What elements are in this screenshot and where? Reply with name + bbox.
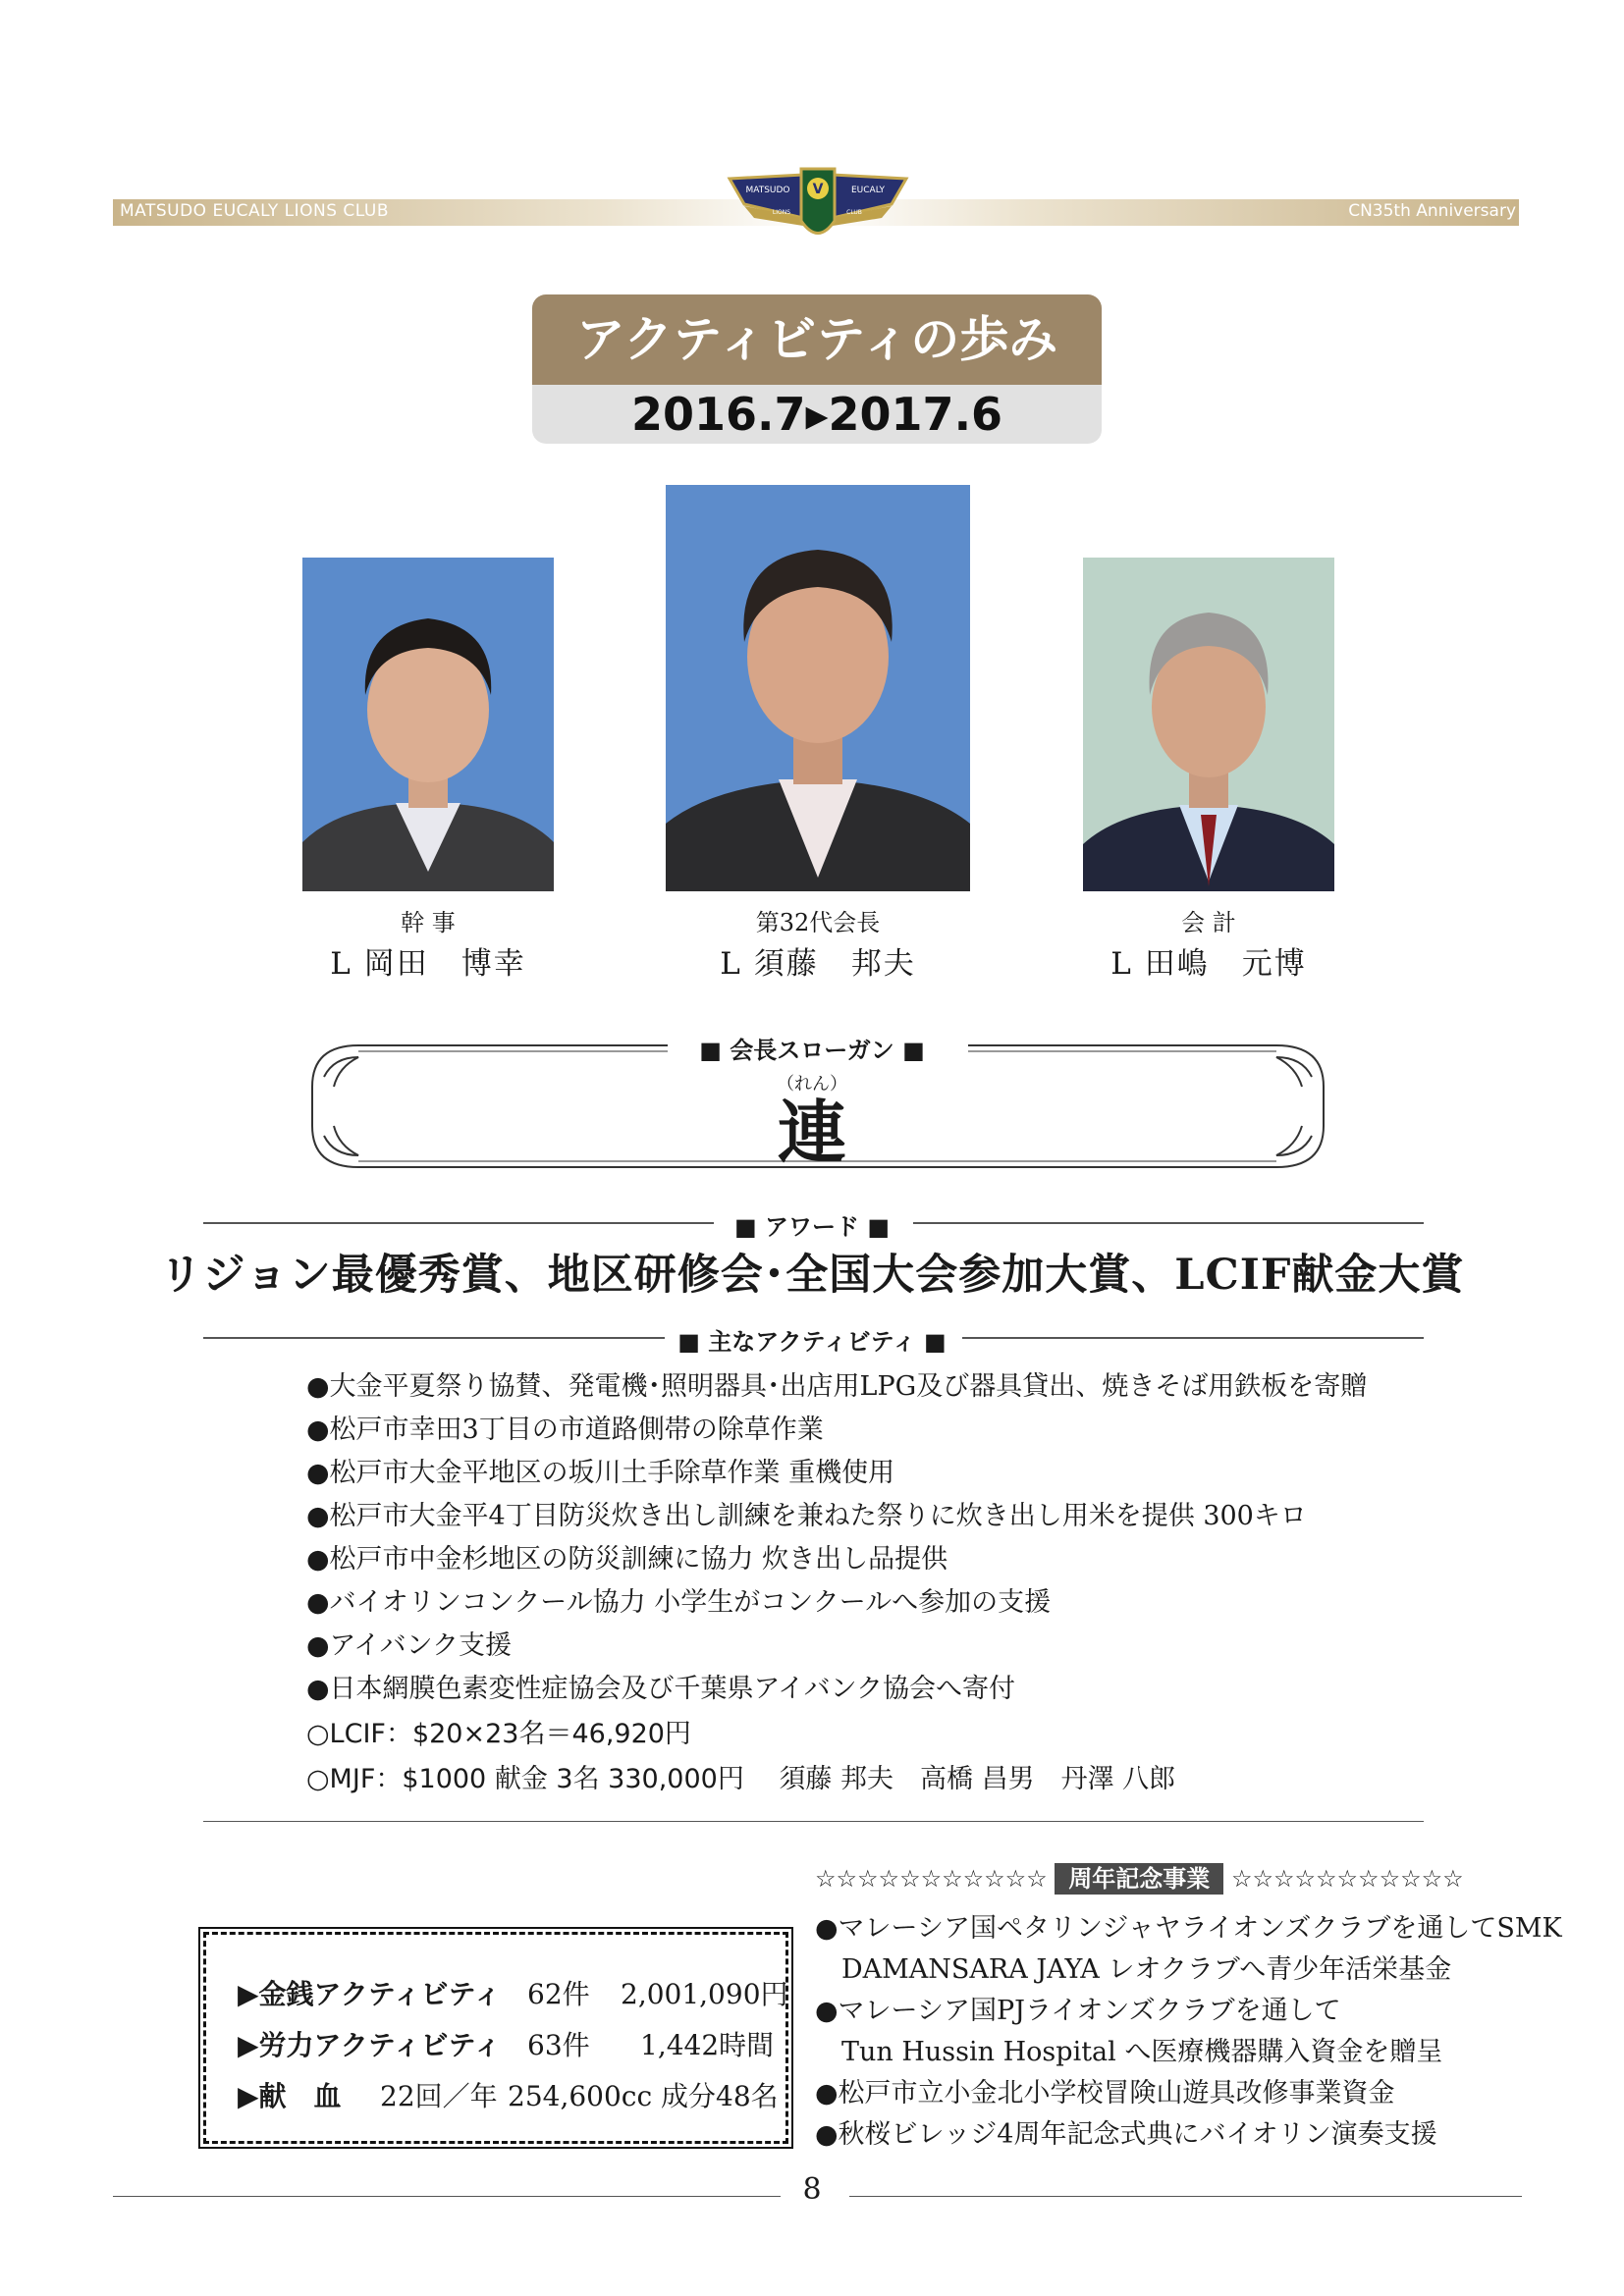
activity-item: ●松戸市大金平4丁目防災炊き出し訓練を兼ねた祭りに炊き出し用米を提供 300キロ [306,1501,1307,1531]
summary-value: 2,001,090円 [621,1978,788,2010]
summary-count: 63件 [527,2029,590,2061]
officer-role: 幹 事 [401,909,456,936]
summary-label: ▶金銭アクティビティ [238,1978,502,2010]
officer-name: L 岡田 博幸 [330,946,526,982]
slogan-text: 連 [778,1092,846,1173]
anniversary-item: ●秋桜ビレッジ4周年記念式典にバイオリン演奏支援 [815,2119,1437,2150]
club-emblem-logo [725,157,911,255]
activity-item: ●日本網膜色素変性症協会及び千葉県アイバンク協会へ寄付 [306,1674,1016,1704]
activities-label: ■ 主なアクティビティ ■ [677,1328,947,1356]
summary-row [238,1973,501,2012]
summary-row [238,2024,501,2063]
slogan-ruby: （れん） [777,1074,847,1095]
emblem-text-left: MATSUDO [745,186,790,195]
emblem-text-right: EUCALY [850,186,886,195]
activity-item: ●松戸市中金杉地区の防災訓練に協力 炊き出し品提供 [306,1544,948,1575]
emblem-text-bottom-left: LIONS [772,209,791,216]
svg-text:V: V [812,182,824,197]
anniversary-label: CN35th Anniversary [1348,201,1516,221]
officer-role: 会 計 [1181,909,1236,936]
activity-item: ●大金平夏祭り協賛、発電機･照明器具･出店用LPG及び器具貸出、焼きそば用鉄板を寄贈 [306,1371,1368,1402]
activity-item: ●アイバンク支援 [306,1630,513,1661]
officer-photo-treasurer [1083,558,1334,891]
award-label: ■ アワード ■ [733,1213,891,1241]
period-label: 2016.7▸2017.6 [532,385,1102,444]
summary-count: 62件 [527,1978,590,2010]
page-number: 8 [802,2172,822,2207]
divider [203,1821,1424,1822]
stars-left: ☆☆☆☆☆☆☆☆☆☆☆ [815,1865,1048,1893]
summary-label: ▶労力アクティビティ [238,2029,502,2061]
summary-row [238,2075,342,2114]
officer-name: L 田嶋 元博 [1110,946,1307,982]
activity-item: ●松戸市幸田3丁目の市道路側帯の除草作業 [306,1415,824,1445]
summary-count: 22回／年 [380,2080,498,2112]
officer-name: L 須藤 邦夫 [720,946,916,982]
activity-item: ●松戸市大金平地区の坂川土手除草作業 重機使用 [306,1458,895,1488]
slogan-label: ■ 会長スローガン ■ [699,1037,925,1064]
anniversary-item: ●マレーシア国PJライオンズクラブを通して [815,1996,1341,2026]
officer-photo-secretary [302,558,554,891]
activity-item: ●バイオリンコンクール協力 小学生がコンクールへ参加の支援 [306,1587,1052,1618]
stars-right: ☆☆☆☆☆☆☆☆☆☆☆ [1230,1865,1464,1893]
club-name: MATSUDO EUCALY LIONS CLUB [120,201,390,221]
activity-item: ○MJF：$1000 献金 3名 330,000円 須藤 邦夫 高橋 昌男 丹澤 八郎 [306,1764,1176,1794]
officer-role: 第32代会長 [755,909,881,936]
award-text: リジョン最優秀賞、地区研修会･全国大会参加大賞、LCIF献金大賞 [159,1251,1465,1300]
anniversary-item: DAMANSARA JAYA レオクラブへ青少年活栄基金 [815,1954,1452,1985]
emblem-text-bottom-right: CLUB [846,209,862,216]
anniversary-item: Tun Hussin Hospital へ医療機器購入資金を贈呈 [815,2037,1443,2067]
page-title: アクティビティの歩み [532,294,1102,385]
officer-photo-president [666,485,970,891]
summary-label: ▶献 血 [238,2080,342,2112]
activity-item: ○LCIF：$20×23名＝46,920円 [306,1719,691,1749]
anniversary-label: 周年記念事業 [1055,1863,1223,1895]
summary-value: 1,442時間 [640,2029,775,2061]
anniversary-header [815,1859,1464,1894]
anniversary-item: ●マレーシア国ペタリンジャヤライオンズクラブを通してSMK [815,1913,1562,1944]
summary-value: 254,600cc 成分48名 [508,2080,779,2112]
anniversary-item: ●松戸市立小金北小学校冒険山遊具改修事業資金 [815,2078,1395,2109]
